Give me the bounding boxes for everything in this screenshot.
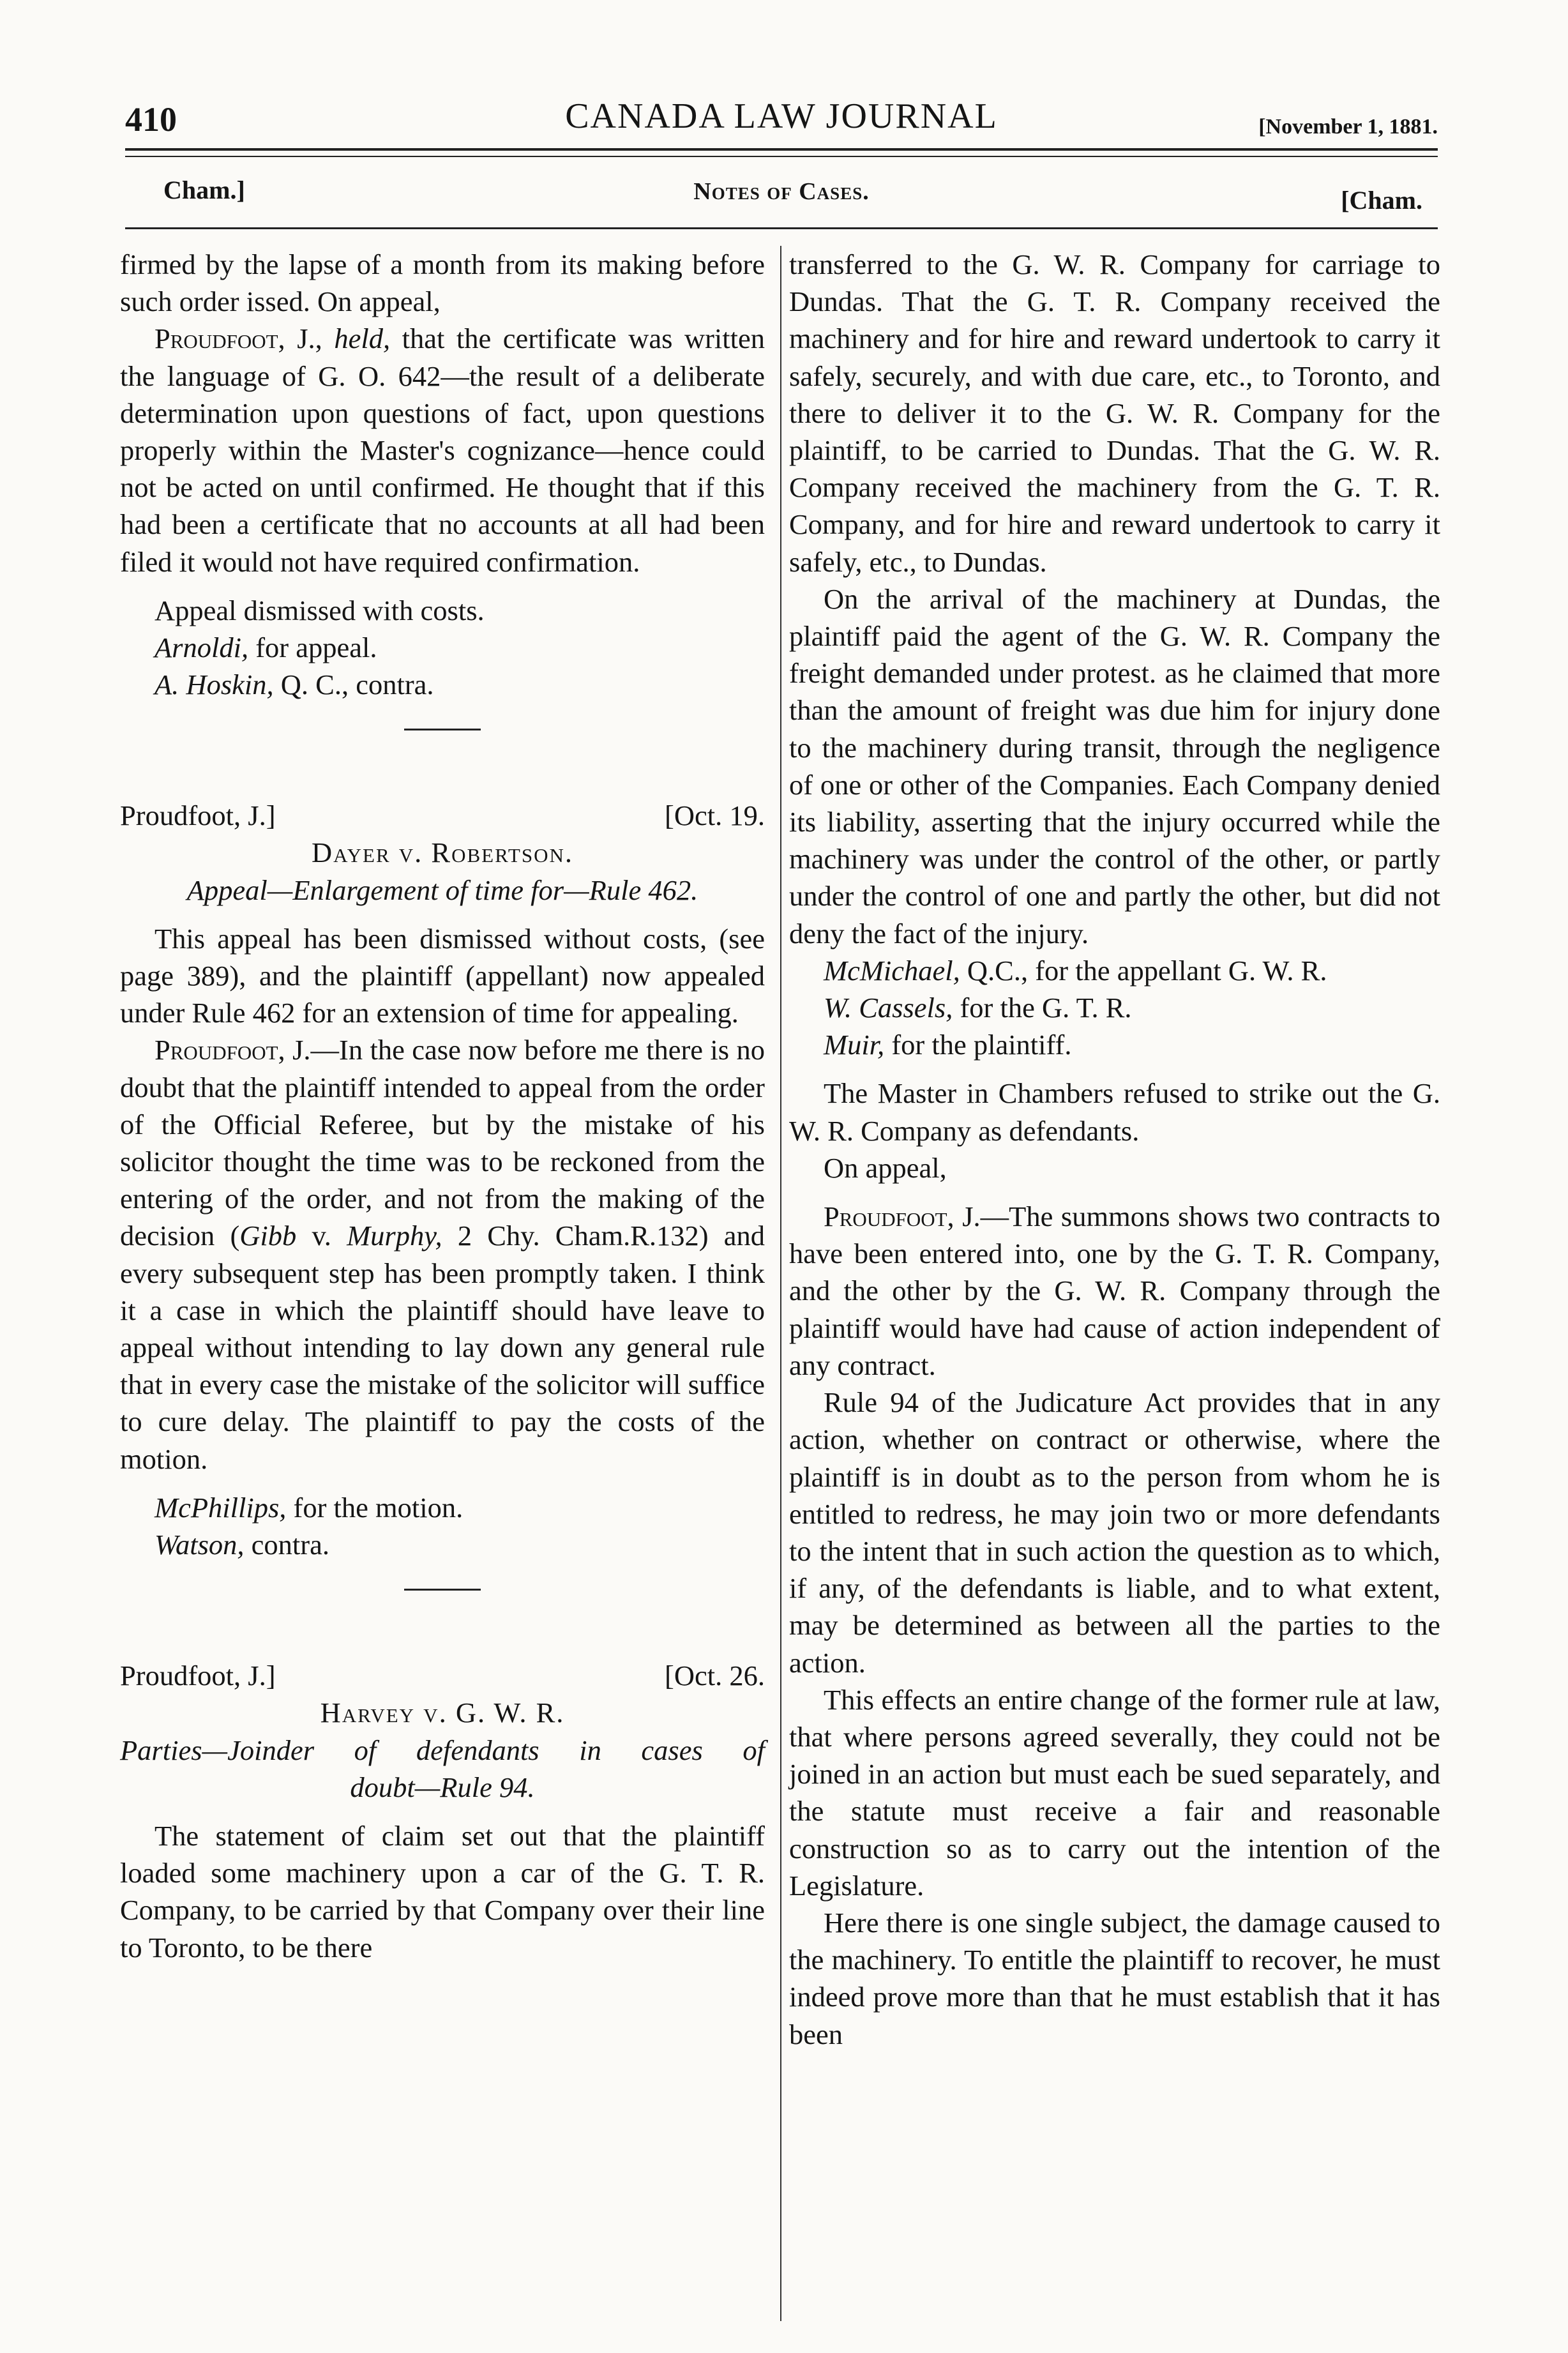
held-term: held, <box>334 322 391 355</box>
paragraph <box>120 1031 765 1477</box>
counsel-name: Muir, <box>824 1029 885 1061</box>
case-result: Appeal dismissed with costs. <box>155 594 485 626</box>
counsel-line <box>789 952 1440 989</box>
paragraph: Here there is one single subject, the damage caused to the machinery. To entitle the plaintiff to recover, he must indeed prove more than that he must establish that it has been <box>789 1906 1440 2050</box>
counsel-line <box>120 1489 765 1526</box>
paragraph-text: that the certificate was written the language of G. O. 642—the result of a deliberate determination upon questions of fact, upon questions properly within the Master's cognizance—hence could not be acted on until confirmed. He thought that if this had been a certificate that no accounts at all had been filed it would not have required confirmation. <box>120 322 765 578</box>
counsel-name: Arnoldi, <box>155 632 249 664</box>
case-catchword: doubt—Rule 94. <box>350 1771 535 1803</box>
case-catchword: Appeal—Enlargement of time for—Rule 462. <box>186 874 698 906</box>
section-header-left: Cham.] <box>163 176 245 204</box>
counsel-role: for the motion. <box>286 1491 464 1524</box>
paragraph: On the arrival of the machinery at Dundas, the plaintiff paid the agent of the G. W. R. Company the freight demanded under protest. as he claimed that more than the amount of freight was due him for injury done to the machinery during transit, through the negligence of one or other of the Companies. Each Company denied its liability, asserting that the injury occurred while the machinery was under the control of the other, or partly under the control of one and partly the other, but did not deny the fact of the injury. <box>789 582 1440 950</box>
page-number: 410 <box>125 100 177 139</box>
right-column <box>789 246 1440 2053</box>
citation-party: Gibb <box>239 1220 297 1252</box>
header-rule-bottom <box>125 156 1438 157</box>
paragraph: This effects an entire change of the former rule at law, that where persons agreed severally, they could not be joined in an action but must each be sued separately, and the statute must receive a fair and reasonable construction so as to carry out the intention of the Legislature. <box>789 1683 1440 1902</box>
case-separator <box>404 729 481 730</box>
case-date: [Oct. 19. <box>665 799 765 832</box>
section-header <box>125 172 1438 217</box>
counsel-role: contra. <box>244 1529 329 1561</box>
counsel-line <box>789 1026 1440 1063</box>
counsel-role: Q.C., for the appellant G. W. R. <box>960 954 1327 987</box>
case-heading <box>120 1657 765 1694</box>
column-divider <box>780 246 781 2321</box>
case-heading <box>120 797 765 834</box>
judge-name: Proudfoot, J. <box>824 1200 981 1233</box>
citation-party: Murphy, <box>347 1220 442 1252</box>
case-catchword: Parties—Joinder of defendants in cases of <box>120 1734 765 1766</box>
case-title: Harvey v. G. W. R. <box>320 1697 565 1729</box>
counsel-name: A. Hoskin, <box>155 669 274 701</box>
counsel-role: for the G. T. R. <box>953 992 1132 1024</box>
paragraph <box>120 320 765 580</box>
counsel-name: W. Cassels, <box>824 992 953 1024</box>
case-judge: Proudfoot, J.] <box>120 1660 276 1692</box>
counsel-role: for the plaintiff. <box>884 1029 1072 1061</box>
paragraph-text: —In the case now before me there is no doubt that the plaintiff intended to appeal from the order of the Official Referee, but by the mistake of his solicitor thought the time was to be reckoned from the entering of the order, and not from the making of the decision ( <box>120 1034 765 1252</box>
case-date: [Oct. 26. <box>665 1660 765 1692</box>
citation-v: v. <box>296 1220 347 1252</box>
counsel-role: for appeal. <box>248 632 377 664</box>
case-separator <box>404 1589 481 1591</box>
counsel-line <box>789 989 1440 1026</box>
paragraph: transferred to the G. W. R. Company for carriage to Dundas. That the G. T. R. Company received the machinery and for hire and reward undertook to carry it safely, securely, and with due care, etc., to Toronto, and there to deliver it to the G. W. R. Company for the plaintiff, to be carried to Dundas. That the G. W. R. Company received the machinery from the G. T. R. Company, and for hire and reward undertook to carry it safely, etc., to Dundas. <box>789 248 1440 578</box>
counsel-name: McMichael, <box>824 954 960 987</box>
running-head <box>125 96 1438 147</box>
counsel-line <box>120 629 765 666</box>
paragraph: The Master in Chambers refused to strike out the G. W. R. Company as defendants. <box>789 1077 1440 1147</box>
counsel-role: Q. C., contra. <box>273 669 434 701</box>
issue-date: [November 1, 1881. <box>1258 115 1438 139</box>
judge-name: Proudfoot, J. <box>155 1034 311 1066</box>
counsel-line <box>120 666 765 703</box>
journal-title: CANADA LAW JOURNAL <box>565 96 998 136</box>
paragraph: firmed by the lapse of a month from its making before such order issed. On appeal, <box>120 248 765 318</box>
section-rule <box>125 227 1438 229</box>
counsel-name: McPhillips, <box>155 1491 287 1524</box>
paragraph-text: —The summons shows two contracts to have been entered into, one by the G. T. R. Company, and the other by the G. W. R. Company through the plaintiff would have had cause of action independent of any contract. <box>789 1200 1440 1381</box>
case-title: Dayer v. Robertson. <box>311 836 573 869</box>
paragraph: On appeal, <box>824 1151 947 1184</box>
case-judge: Proudfoot, J.] <box>120 799 276 832</box>
judge-name: Proudfoot, J., <box>155 322 322 355</box>
paragraph: This appeal has been dismissed without costs, (see page 389), and the plaintiff (appellant) now appealed under Rule 462 for an extension of time for appealing. <box>120 922 765 1029</box>
section-header-center: Notes of Cases. <box>693 178 870 205</box>
counsel-line <box>120 1526 765 1563</box>
paragraph <box>789 1198 1440 1384</box>
left-column <box>120 246 765 1966</box>
header-rule-top <box>125 148 1438 151</box>
paragraph-text: 2 Chy. Cham.R.132) and every subsequent step has been promptly taken. I think it a case in which the plaintiff should have leave to appeal without intending to lay down any general rule that in every case the mistake of the solicitor will suffice to cure delay. The plaintiff to pay the costs of the motion. <box>120 1220 765 1475</box>
counsel-name: Watson, <box>155 1529 245 1561</box>
paragraph: Rule 94 of the Judicature Act provides that in any action, whether on contract or otherwise, where the plaintiff is in doubt as to the person from whom he is entitled to redress, he may join two or more defendants to the intent that in such action the question as to which, if any, of the defendants is liable, and to what extent, may be determined as between all the parties to the action. <box>789 1386 1440 1679</box>
section-header-right: [Cham. <box>1341 186 1422 215</box>
paragraph: The statement of claim set out that the plaintiff loaded some machinery upon a car of the G. T. R. Company, to be carried by that Company over their line to Toronto, to be there <box>120 1819 765 1963</box>
